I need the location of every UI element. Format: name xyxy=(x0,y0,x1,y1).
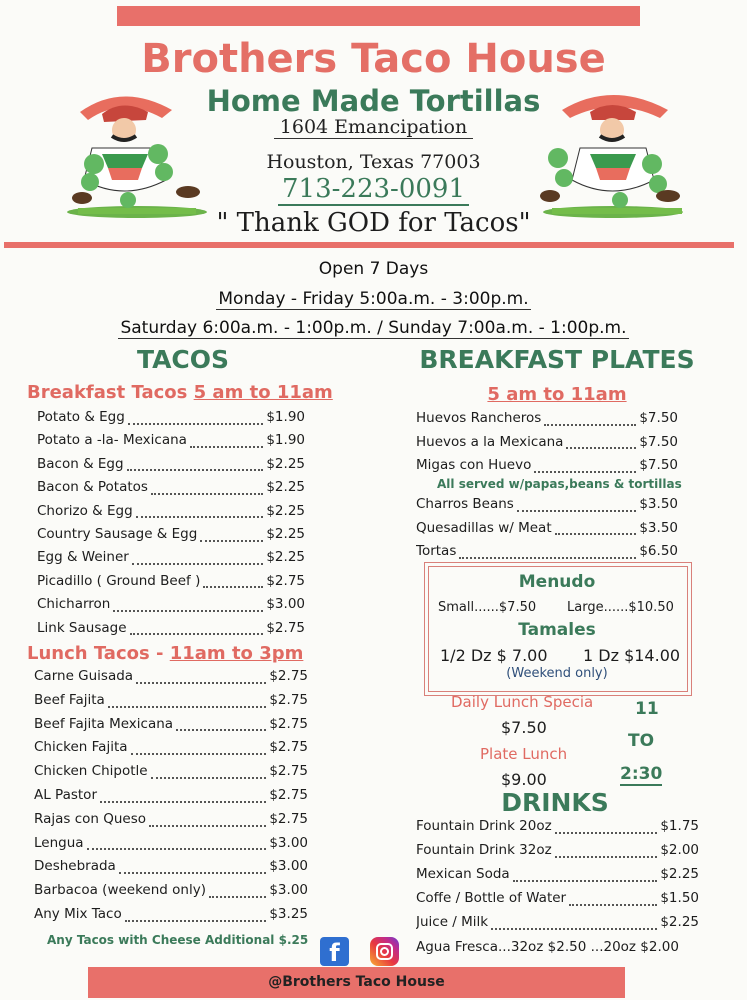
menu-item-price: $2.75 xyxy=(269,691,308,708)
dot-leader xyxy=(544,424,636,426)
menu-item-row xyxy=(416,866,699,890)
menu-item-price: $2.75 xyxy=(269,715,308,732)
dot-leader xyxy=(151,493,263,495)
menu-item-row xyxy=(37,573,305,596)
menu-item-name: Chicken Fajita xyxy=(34,739,128,756)
tamales-dozen: 1 Dz $14.00 xyxy=(583,646,681,665)
menu-item-row xyxy=(34,716,308,740)
menu-item-name: Migas con Huevo xyxy=(416,457,532,473)
menu-item-name: Chorizo & Egg xyxy=(37,502,133,519)
menu-item-name: Barbacoa (weekend only) xyxy=(34,882,206,899)
address-city: Houston, Texas 77003 xyxy=(266,151,481,173)
menu-item-price: $2.75 xyxy=(266,619,305,636)
menu-item-name: Beef Fajita xyxy=(34,691,105,708)
dot-leader xyxy=(203,586,263,588)
menu-item-row xyxy=(37,432,305,455)
menu-item-price: $2.75 xyxy=(266,572,305,589)
menudo-large: Large......$10.50 xyxy=(567,600,674,615)
dot-leader xyxy=(555,533,637,535)
menu-item-row xyxy=(416,520,678,544)
menu-item-price: $2.25 xyxy=(266,455,305,472)
menu-item-price: $2.75 xyxy=(269,786,308,803)
menu-item-name: Link Sausage xyxy=(37,619,127,636)
menu-item-price: $3.25 xyxy=(269,905,308,922)
lunch-tacos-list xyxy=(34,668,308,930)
dot-leader xyxy=(569,904,657,906)
menu-item-name: Charros Beans xyxy=(416,496,514,512)
menu-item-name: Chicharron xyxy=(37,596,111,613)
menu-item-price: $2.75 xyxy=(269,763,308,780)
tamales-half-dozen: 1/2 Dz $ 7.00 xyxy=(440,646,548,665)
slogan: " Thank GOD for Tacos" xyxy=(216,208,531,238)
dot-leader xyxy=(125,920,267,922)
tamales-heading: Tamales xyxy=(518,620,596,640)
lunch-tacos-label: Lunch Tacos - xyxy=(27,643,164,664)
menu-item-row xyxy=(416,496,678,520)
dot-leader xyxy=(555,832,658,834)
address-street: 1604 Emancipation xyxy=(274,116,473,139)
dot-leader xyxy=(513,880,658,882)
menu-item-price: $2.75 xyxy=(269,810,308,827)
menu-item-price: $7.50 xyxy=(639,410,678,426)
menu-item-row xyxy=(34,811,308,835)
menu-item-row xyxy=(34,739,308,763)
menu-item-price: $1.75 xyxy=(660,818,699,834)
menu-item-price: $3.50 xyxy=(639,496,678,512)
dot-leader xyxy=(119,872,267,874)
facebook-icon[interactable]: f xyxy=(320,937,349,966)
menu-item-name: Huevos Rancheros xyxy=(416,410,542,426)
dot-leader xyxy=(190,446,263,448)
breakfast-plates-time-wrapper xyxy=(402,384,712,405)
menu-item-name: Any Mix Taco xyxy=(34,905,122,922)
breakfast-tacos-label: Breakfast Tacos xyxy=(27,382,188,403)
menu-item-price: $2.25 xyxy=(266,549,305,566)
menu-item-name: Picadillo ( Ground Beef ) xyxy=(37,572,201,589)
menu-item-row xyxy=(34,858,308,882)
menu-item-row xyxy=(34,668,308,692)
menu-item-row xyxy=(416,410,678,434)
menu-item-row xyxy=(34,692,308,716)
daily-special-price: $7.50 xyxy=(501,718,547,737)
menu-item-price: $1.90 xyxy=(266,409,305,425)
dot-leader xyxy=(200,540,263,542)
dot-leader xyxy=(131,753,267,755)
menu-item-price: $3.50 xyxy=(639,519,678,536)
menu-item-name: Bacon & Potatos xyxy=(37,479,148,496)
menu-item-row xyxy=(416,842,699,866)
menu-item-price: $2.25 xyxy=(266,479,305,496)
menu-item-row xyxy=(37,479,305,502)
drinks-heading: DRINKS xyxy=(501,788,609,817)
menu-item-name: AL Pastor xyxy=(34,786,97,803)
menu-item-row xyxy=(416,890,699,914)
menu-item-price: $2.75 xyxy=(269,739,308,756)
instagram-lens xyxy=(380,947,389,956)
dot-leader xyxy=(108,706,267,708)
menu-item-price: $3.00 xyxy=(269,858,308,875)
served-note: All served w/papas,beans & tortillas xyxy=(437,477,682,491)
dot-leader xyxy=(176,729,266,731)
footer-handle: @Brothers Taco House xyxy=(88,967,625,998)
phone-wrapper xyxy=(0,174,747,204)
restaurant-name: Brothers Taco House xyxy=(141,36,606,82)
menu-item-name: Potato a -la- Mexicana xyxy=(37,432,187,449)
menu-item-name: Carne Guisada xyxy=(34,668,134,684)
menu-item-price: $2.25 xyxy=(660,866,699,882)
extras-list xyxy=(416,496,678,567)
lunch-time-from: 11 xyxy=(635,699,659,719)
breakfast-plates-list xyxy=(416,410,678,481)
dot-leader xyxy=(149,825,266,827)
dot-leader xyxy=(136,682,266,684)
menudo-heading: Menudo xyxy=(518,572,596,592)
menu-item-price: $2.25 xyxy=(266,502,305,519)
menu-item-row xyxy=(34,882,308,906)
plate-lunch-price: $9.00 xyxy=(501,770,547,789)
menu-item-row xyxy=(34,906,308,930)
hours-weekday: Monday - Friday 5:00a.m. - 3:00p.m. xyxy=(218,289,529,309)
dot-leader xyxy=(566,447,636,449)
menu-item-price: $6.50 xyxy=(639,543,678,559)
drinks-list xyxy=(416,818,699,938)
menu-item-name: Tortas xyxy=(416,543,457,559)
menu-item-name: Quesadillas w/ Meat xyxy=(416,519,552,536)
menu-item-name: Mexican Soda xyxy=(416,866,510,882)
menu-item-price: $1.50 xyxy=(660,890,699,906)
menu-item-price: $3.00 xyxy=(266,596,305,613)
menu-item-row xyxy=(34,763,308,787)
menu-item-row xyxy=(37,596,305,619)
menu-item-name: Deshebrada xyxy=(34,858,116,875)
hours-open: Open 7 Days xyxy=(318,259,429,279)
header-divider xyxy=(4,242,734,248)
menu-item-name: Country Sausage & Egg xyxy=(37,525,198,542)
breakfast-tacos-heading xyxy=(27,382,333,403)
phone-number[interactable]: 713-223-0091 xyxy=(278,174,469,206)
dot-leader xyxy=(128,423,264,425)
menu-item-name: Rajas con Queso xyxy=(34,810,147,827)
menu-item-row xyxy=(416,543,678,567)
menu-item-price: $2.75 xyxy=(269,668,308,684)
menu-item-price: $7.50 xyxy=(639,433,678,450)
dot-leader xyxy=(113,610,263,612)
menu-item-price: $2.25 xyxy=(266,525,305,542)
daily-special-label: Daily Lunch Specia xyxy=(451,693,594,711)
menu-item-name: Huevos a la Mexicana xyxy=(416,433,564,450)
top-banner-bar xyxy=(117,6,640,26)
dot-leader xyxy=(132,563,264,565)
menu-item-row xyxy=(37,526,305,549)
dot-leader xyxy=(491,928,657,930)
menudo-small: Small......$7.50 xyxy=(438,600,537,615)
dot-leader xyxy=(534,471,636,473)
breakfast-plates-time: 5 am to 11am xyxy=(487,384,627,405)
menu-item-row xyxy=(34,787,308,811)
menu-item-name: Fountain Drink 32oz xyxy=(416,842,552,858)
lunch-tacos-heading xyxy=(27,643,303,664)
menu-item-row xyxy=(37,456,305,479)
lunch-time-end: 2:30 xyxy=(620,764,663,784)
dot-leader xyxy=(127,469,264,471)
menu-item-price: $2.25 xyxy=(660,914,699,930)
dot-leader xyxy=(87,848,267,850)
breakfast-tacos-time: 5 am to 11am xyxy=(193,382,333,403)
cheese-note: Any Tacos with Cheese Additional $.25 xyxy=(47,933,309,947)
lunch-time-to: TO xyxy=(628,731,655,751)
dot-leader xyxy=(459,557,636,559)
menu-item-name: Chicken Chipotle xyxy=(34,763,148,780)
agua-fresca-row: Agua Fresca...32oz $2.50 ...20oz $2.00 xyxy=(416,939,679,955)
menu-item-row xyxy=(416,818,699,842)
dot-leader xyxy=(130,633,264,635)
tamales-weekend: (Weekend only) xyxy=(506,666,608,681)
address-street-wrapper xyxy=(0,116,747,138)
plate-lunch-label: Plate Lunch xyxy=(480,745,568,763)
lunch-tacos-time: 11am to 3pm xyxy=(169,643,304,664)
menu-item-price: $3.00 xyxy=(269,882,308,899)
tagline: Home Made Tortillas xyxy=(206,84,541,118)
menu-item-row xyxy=(37,409,305,432)
menu-item-name: Lengua xyxy=(34,834,84,851)
hours-weekend-wrapper xyxy=(0,318,747,338)
menu-item-name: Coffe / Bottle of Water xyxy=(416,890,567,906)
menu-item-price: $3.00 xyxy=(269,834,308,851)
dot-leader xyxy=(136,516,264,518)
dot-leader xyxy=(100,801,266,803)
dot-leader xyxy=(517,510,637,512)
hours-weekday-wrapper xyxy=(0,289,747,309)
menu-item-name: Fountain Drink 20oz xyxy=(416,818,552,834)
menu-item-name: Potato & Egg xyxy=(37,409,125,425)
menu-item-name: Egg & Weiner xyxy=(37,549,129,566)
breakfast-tacos-list xyxy=(37,409,305,643)
menu-item-price: $2.00 xyxy=(660,842,699,858)
menu-item-name: Juice / Milk xyxy=(416,914,489,930)
menu-item-row xyxy=(37,549,305,572)
menu-item-row xyxy=(37,620,305,643)
tacos-heading: TACOS xyxy=(136,345,230,374)
dot-leader xyxy=(555,856,658,858)
menu-item-name: Beef Fajita Mexicana xyxy=(34,715,174,732)
hours-weekend: Saturday 6:00a.m. - 1:00p.m. / Sunday 7:00a.m. - 1:00p.m. xyxy=(120,318,627,338)
menu-item-price: $7.50 xyxy=(639,457,678,473)
menu-item-price: $1.90 xyxy=(266,432,305,449)
instagram-icon[interactable] xyxy=(370,937,399,966)
menu-item-row xyxy=(416,914,699,938)
menu-item-row xyxy=(416,434,678,458)
menu-item-name: Bacon & Egg xyxy=(37,455,124,472)
menu-item-row xyxy=(34,835,308,859)
dot-leader xyxy=(151,777,267,779)
dot-leader xyxy=(209,896,266,898)
breakfast-plates-heading: BREAKFAST PLATES xyxy=(419,345,695,374)
menu-item-row xyxy=(37,503,305,526)
